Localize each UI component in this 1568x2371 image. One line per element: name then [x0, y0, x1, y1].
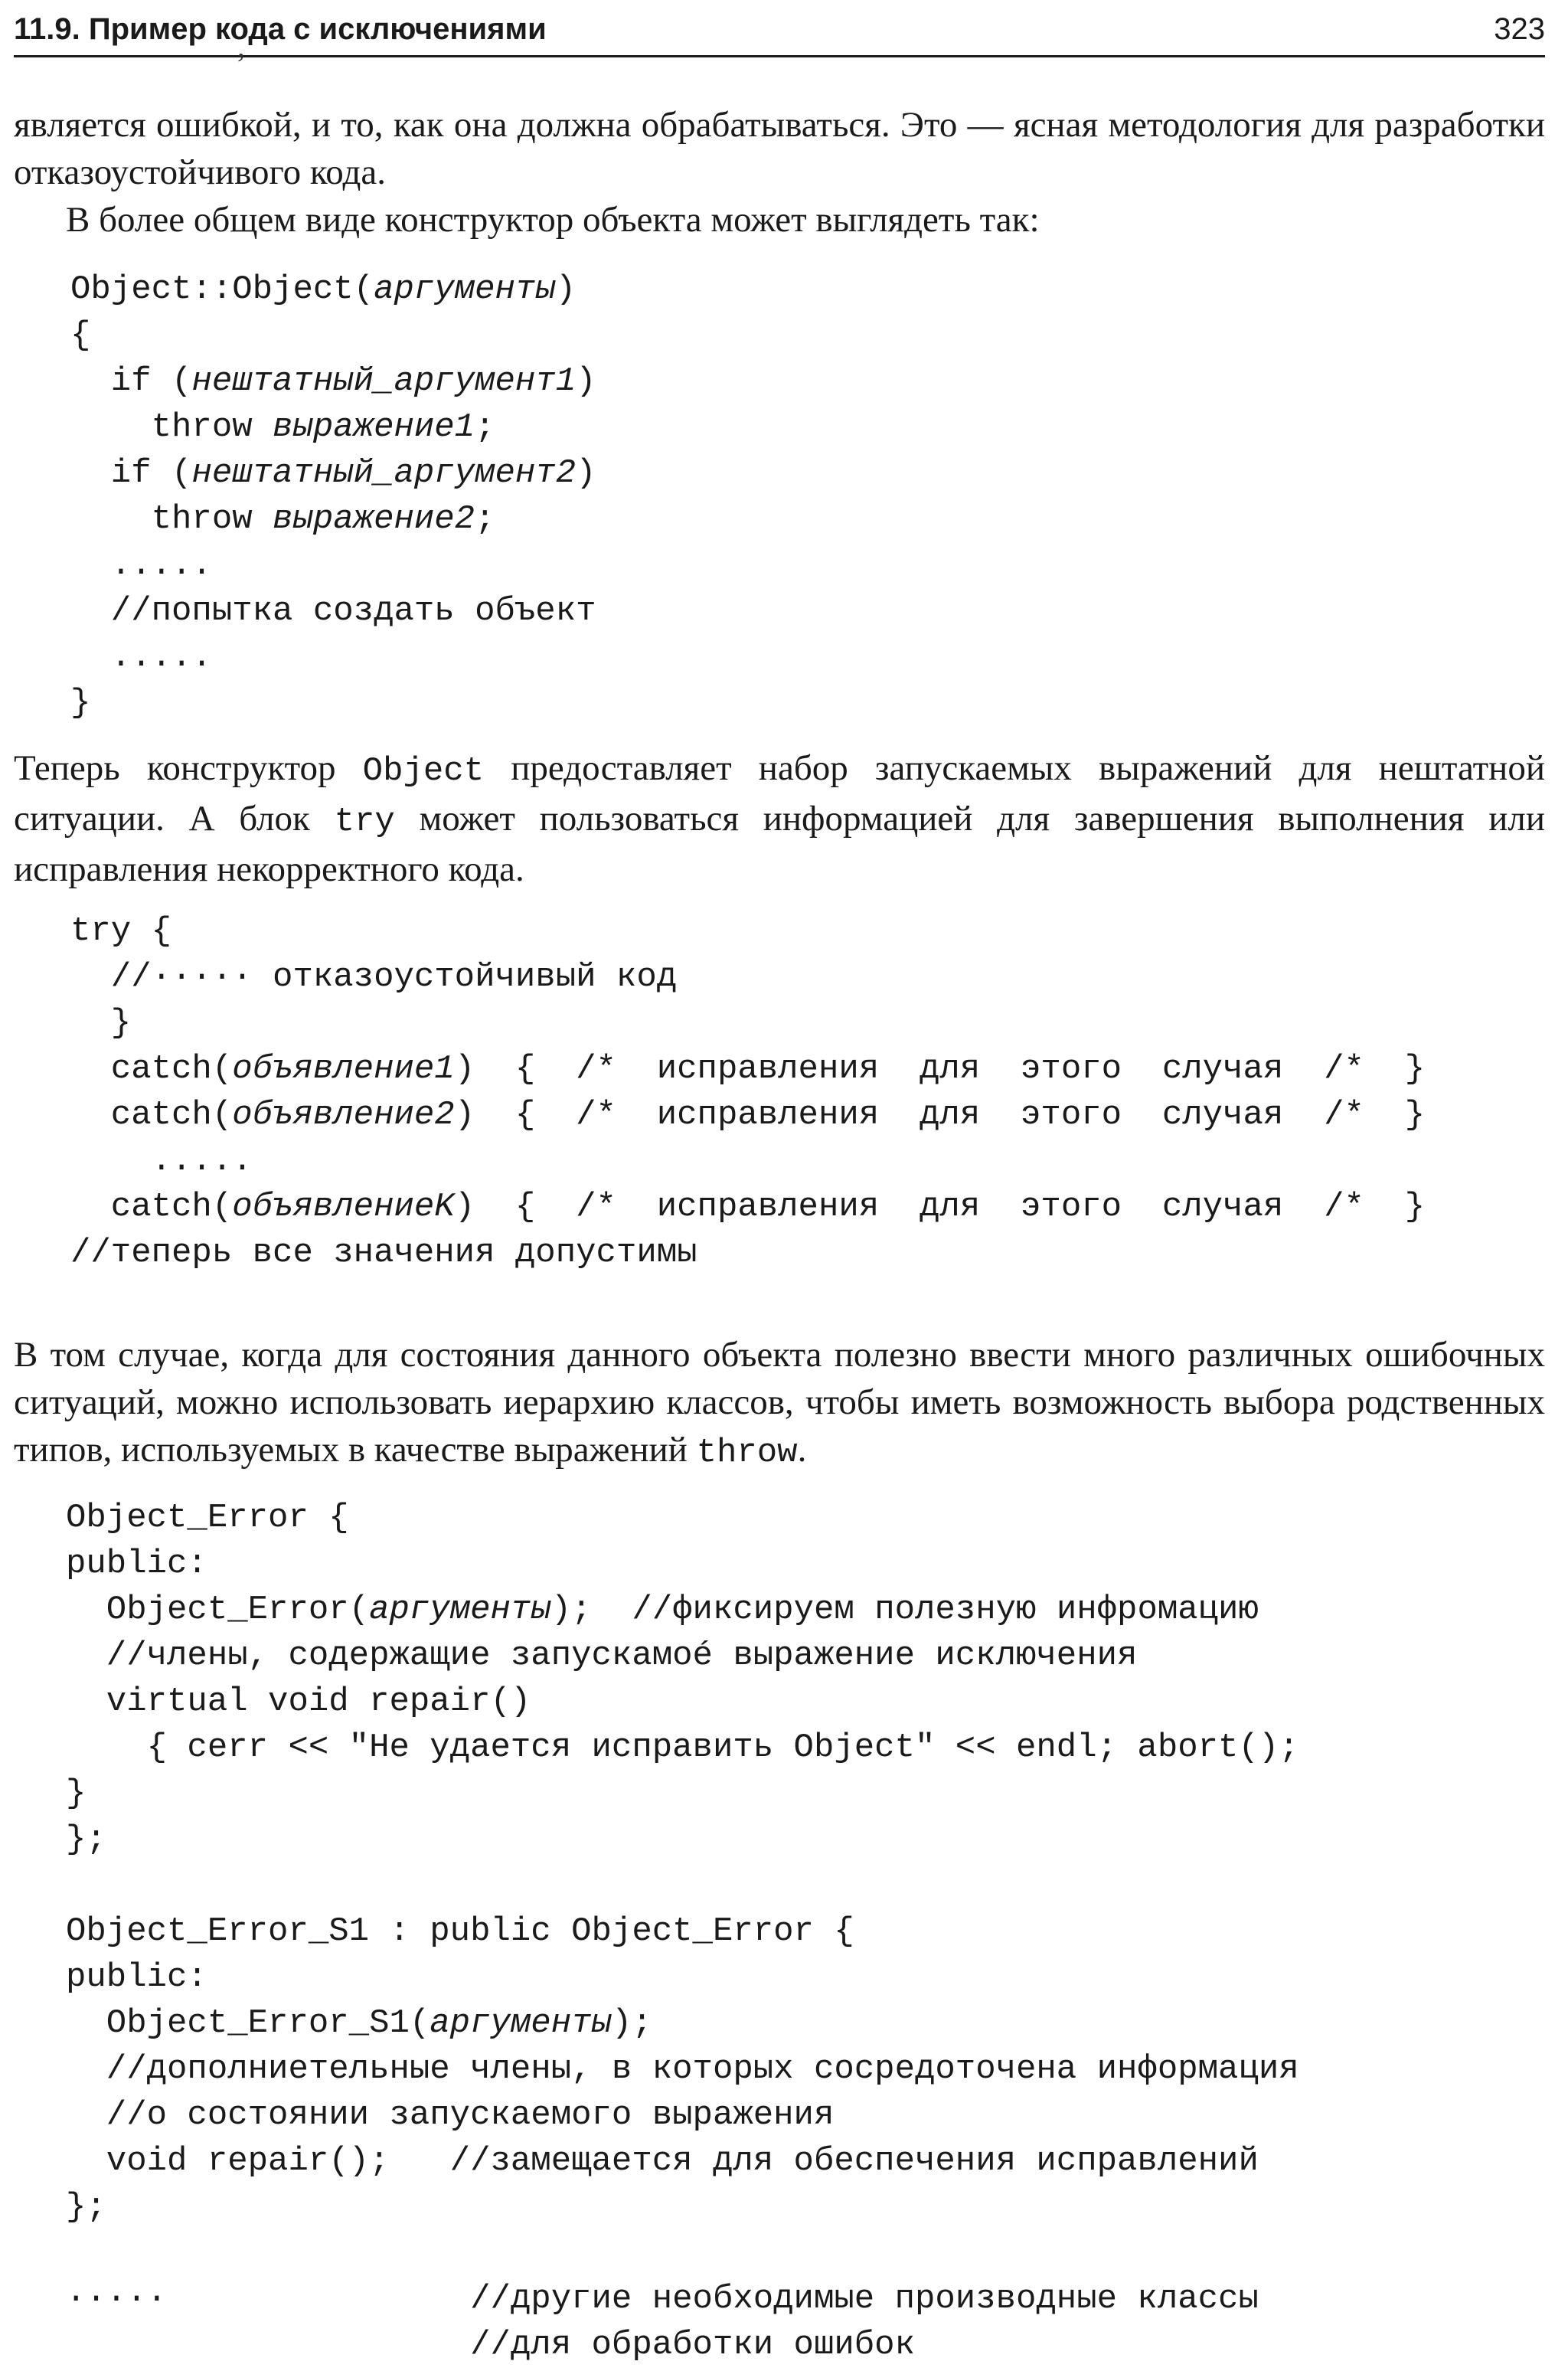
code-placeholder: нештатный_аргумент1: [191, 362, 577, 401]
paragraph-4-part-1: В том случае, когда для состояния данного объекта полезно ввести много различных ошибочных ситуаций, можно использовать иерархию классов, чтобы иметь возможность выбора родственных типов, используемых в качестве выражений: [14, 1335, 1545, 1470]
code-text: //····· отказоустойчивый код: [70, 958, 678, 996]
code-line: [70, 1000, 1425, 1046]
paragraph-2: [14, 196, 1545, 244]
code-text: ) { /* исправления для этого случая /* }: [454, 1096, 1426, 1134]
paragraph-3: [14, 744, 1545, 893]
code-text: ): [576, 362, 596, 401]
paragraph-2-text: В более общем виде конструктор объекта может выглядеть так:: [66, 200, 1040, 240]
code-text: { cerr << "Не удается исправить Object" << endl; abort();: [66, 1728, 1299, 1767]
code-line: [66, 1541, 1299, 1587]
code-text: Object_Error_S1(: [66, 2004, 430, 2042]
code-line: [66, 2000, 1299, 2046]
inline-code-object: Object: [362, 752, 485, 790]
code-line: [70, 1230, 1425, 1276]
code-text: throw: [70, 500, 273, 538]
code-block-error-classes: [66, 1495, 1299, 2368]
code-text: Object_Error(: [66, 1591, 370, 1629]
code-line: [66, 1587, 1299, 1633]
code-line: [66, 1725, 1299, 1771]
code-line: [70, 588, 596, 634]
code-text: Object_Error_S1 : public Object_Error {: [66, 1912, 854, 1951]
code-text: catch(: [70, 1188, 233, 1226]
code-line: [66, 1495, 1299, 1541]
code-text: void repair(); //замещается для обеспечения исправлений: [66, 2142, 1259, 2180]
code-text: .....: [70, 546, 212, 584]
code-line: [70, 358, 596, 404]
code-text: }: [70, 1004, 132, 1042]
code-line: [66, 2092, 1299, 2138]
code-line: [66, 1633, 1299, 1679]
code-line: [66, 2276, 1299, 2322]
code-text: throw: [70, 408, 273, 446]
code-text: };: [66, 1820, 106, 1859]
paragraph-3-part-3: может пользоваться информацией для завершения выполнения или исправления некорректного кода.: [14, 799, 1545, 889]
code-text: }: [70, 684, 91, 722]
code-text: ): [555, 270, 577, 309]
code-text: catch(: [70, 1096, 233, 1134]
paragraph-3-part-2: предоставляет набор запускаемых выражений для нештатной ситуации. А блок: [14, 748, 1545, 839]
code-text: virtual void repair(): [66, 1683, 531, 1721]
code-text: try {: [70, 912, 172, 950]
code-line: [70, 680, 596, 726]
paragraph-1: [14, 101, 1545, 196]
code-placeholder: выражение1: [273, 408, 475, 446]
code-text: //теперь все значения допустимы: [70, 1234, 697, 1272]
code-line: [70, 404, 596, 450]
paragraph-3-part-1: Теперь конструктор: [14, 748, 363, 788]
code-placeholder: нештатный_аргумент2: [191, 454, 577, 492]
code-line: [66, 1817, 1299, 1862]
code-placeholder: аргументы: [430, 2004, 612, 2042]
code-line: [70, 496, 596, 542]
code-text: ) { /* исправления для этого случая /* }: [454, 1188, 1426, 1226]
code-text: ); //фиксируем полезную инфромацию: [550, 1591, 1259, 1629]
paragraph-4-part-2: .: [797, 1430, 807, 1470]
code-text: ;: [475, 500, 495, 538]
code-text: .....: [70, 1142, 253, 1180]
code-text: Object::Object(: [70, 270, 374, 309]
code-line: [66, 2184, 1299, 2230]
code-text: ): [576, 454, 596, 492]
section-title: 11.9. Пример кода с исключениями: [14, 12, 547, 46]
code-line: [66, 2046, 1299, 2092]
code-placeholder: выражение2: [273, 500, 475, 538]
code-line: [70, 542, 596, 588]
code-text: //члены, содержащие запускамоé выражение исключения: [66, 1637, 1138, 1675]
code-placeholder: объявлениеK: [232, 1188, 455, 1226]
code-text: public:: [66, 1958, 207, 1997]
code-block-try-catch: [70, 908, 1425, 1276]
paragraph-4: [14, 1331, 1545, 1477]
paragraph-4-text: [14, 1331, 1545, 1477]
page-number: 323: [1494, 12, 1545, 46]
code-text: ····· //другие необходимые производные классы: [66, 2280, 1259, 2318]
code-placeholder: объявление1: [232, 1050, 455, 1088]
code-line: [70, 267, 596, 312]
code-text: if (: [70, 362, 192, 401]
paragraph-1-text: является ошибкой, и то, как она должна обрабатываться. Это — ясная методология для разработки отказоустойчивого кода.: [14, 105, 1545, 192]
code-text: if (: [70, 454, 192, 492]
code-line: [70, 1046, 1425, 1092]
running-header: [14, 8, 1545, 51]
code-block-constructor: [70, 267, 596, 726]
code-text: };: [66, 2188, 106, 2226]
code-text: //попытка создать объект: [70, 592, 596, 630]
inline-code-try: try: [334, 803, 395, 841]
code-line: [70, 1138, 1425, 1184]
code-line: [70, 1092, 1425, 1138]
code-line: [70, 1184, 1425, 1230]
inline-code-throw: throw: [696, 1434, 798, 1472]
code-line: [66, 1679, 1299, 1725]
stray-mark: ʼ: [236, 47, 247, 81]
code-line: [70, 450, 596, 496]
paragraph-3-text: [14, 744, 1545, 893]
code-line: [70, 908, 1425, 954]
code-line: [66, 2138, 1299, 2184]
code-line: [70, 954, 1425, 1000]
code-text: );: [611, 2004, 652, 2042]
code-text: //о состоянии запускаемого выражения: [66, 2096, 835, 2134]
code-text: ;: [475, 408, 495, 446]
code-line: [70, 634, 596, 680]
code-placeholder: объявление2: [232, 1096, 455, 1134]
code-text: //дополниетельные члены, в которых сосредоточена информация: [66, 2050, 1299, 2088]
code-text: ) { /* исправления для этого случая /* }: [454, 1050, 1426, 1088]
code-text: //для обработки ошибок: [66, 2326, 915, 2364]
code-text: Object_Error {: [66, 1499, 349, 1537]
code-line: [66, 2230, 1299, 2276]
code-text: .....: [70, 638, 212, 676]
code-placeholder: аргументы: [374, 270, 556, 309]
code-line: [66, 1954, 1299, 2000]
code-text: catch(: [70, 1050, 233, 1088]
code-line: [66, 1908, 1299, 1954]
code-line: [66, 1862, 1299, 1908]
code-text: public:: [66, 1545, 207, 1583]
code-text: {: [70, 316, 91, 355]
code-placeholder: аргументы: [369, 1591, 551, 1629]
code-line: [70, 312, 596, 358]
code-line: [66, 1771, 1299, 1817]
code-line: [66, 2322, 1299, 2368]
code-text: }: [66, 1774, 87, 1813]
